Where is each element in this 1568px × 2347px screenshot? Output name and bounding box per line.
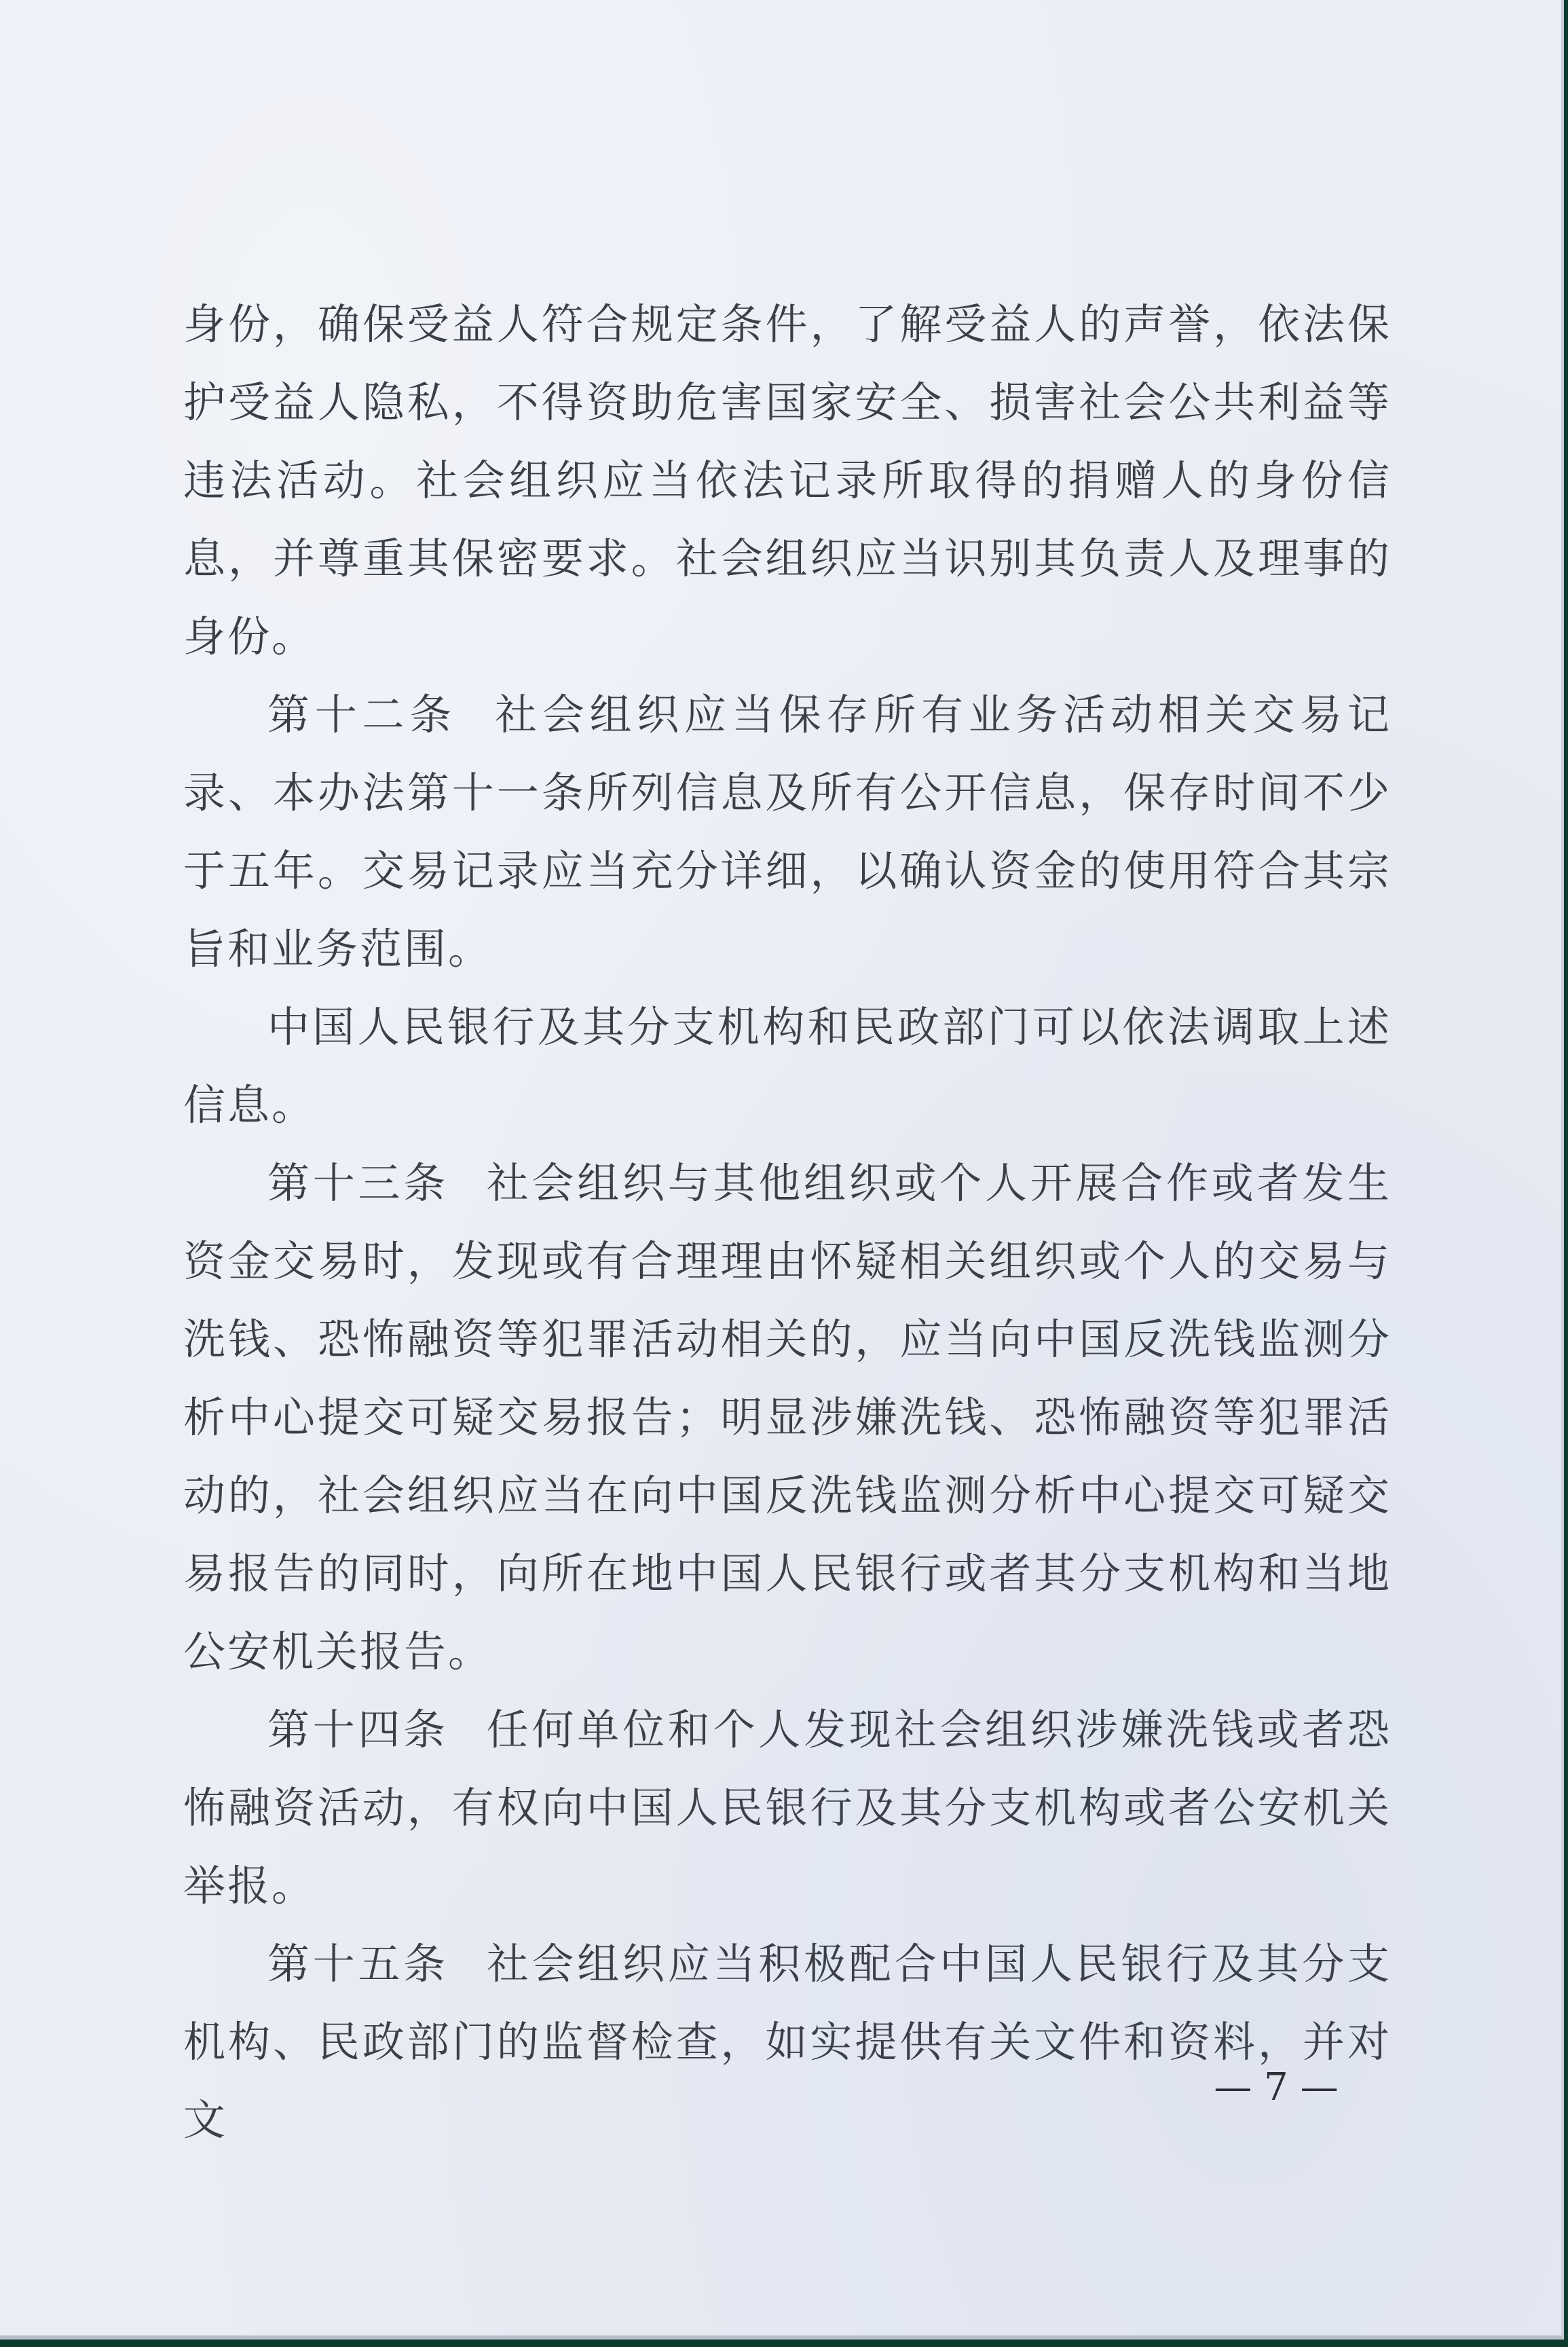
- article-13-number: 第十三条: [267, 1158, 449, 1208]
- paragraph-2-text: 社会组织应当保存所有业务活动相关交易记录、本办法第十一条所列信息及所有公开信息，保存时间不少于五年。交易记录应当充分详细，以确认资金的使用符合其宗旨和业务范围。: [183, 690, 1392, 974]
- article-15-number: 第十五条: [267, 1939, 449, 1989]
- paragraph-2: [183, 676, 1392, 988]
- paragraph-6-text: 社会组织应当积极配合中国人民银行及其分支机构、民政部门的监督检查，如实提供有关文件和资料，并对文: [183, 1939, 1392, 2145]
- paragraph-5-text: 任何单位和个人发现社会组织涉嫌洗钱或者恐怖融资活动，有权向中国人民银行及其分支机构或者公安机关举报。: [183, 1705, 1392, 1910]
- page-number: — 7 —: [1214, 2065, 1339, 2109]
- paragraph-3-text: 中国人民银行及其分支机构和民政部门可以依法调取上述信息。: [183, 1002, 1392, 1130]
- paragraph-4-text: 社会组织与其他组织或个人开展合作或者发生资金交易时，发现或有合理理由怀疑相关组织或个人的交易与洗钱、恐怖融资等犯罪活动相关的，应当向中国反洗钱监测分析中心提交可疑交易报告；明显涉嫌洗钱、恐怖融资等犯罪活动的，社会组织应当在向中国反洗钱监测分析中心提交可疑交易报告的同时，向所在地中国人民银行或者其分支机构和当地公安机关报告。: [183, 1158, 1392, 1676]
- paragraph-6: [183, 1925, 1392, 2159]
- paragraph-4: [183, 1144, 1392, 1690]
- article-14-number: 第十四条: [267, 1705, 449, 1754]
- paragraph-1: [183, 285, 1392, 676]
- article-12-number: 第十二条: [267, 690, 458, 739]
- paragraph-1-text: 身份，确保受益人符合规定条件，了解受益人的声誉，依法保护受益人隐私，不得资助危害国家安全、损害社会公共利益等违法活动。社会组织应当依法记录所取得的捐赠人的身份信息，并尊重其保密要求。社会组织应当识别其负责人及理事的身份。: [183, 299, 1392, 661]
- paragraph-5: [183, 1690, 1392, 1925]
- document-body: [183, 285, 1392, 2159]
- paragraph-3: [183, 988, 1392, 1144]
